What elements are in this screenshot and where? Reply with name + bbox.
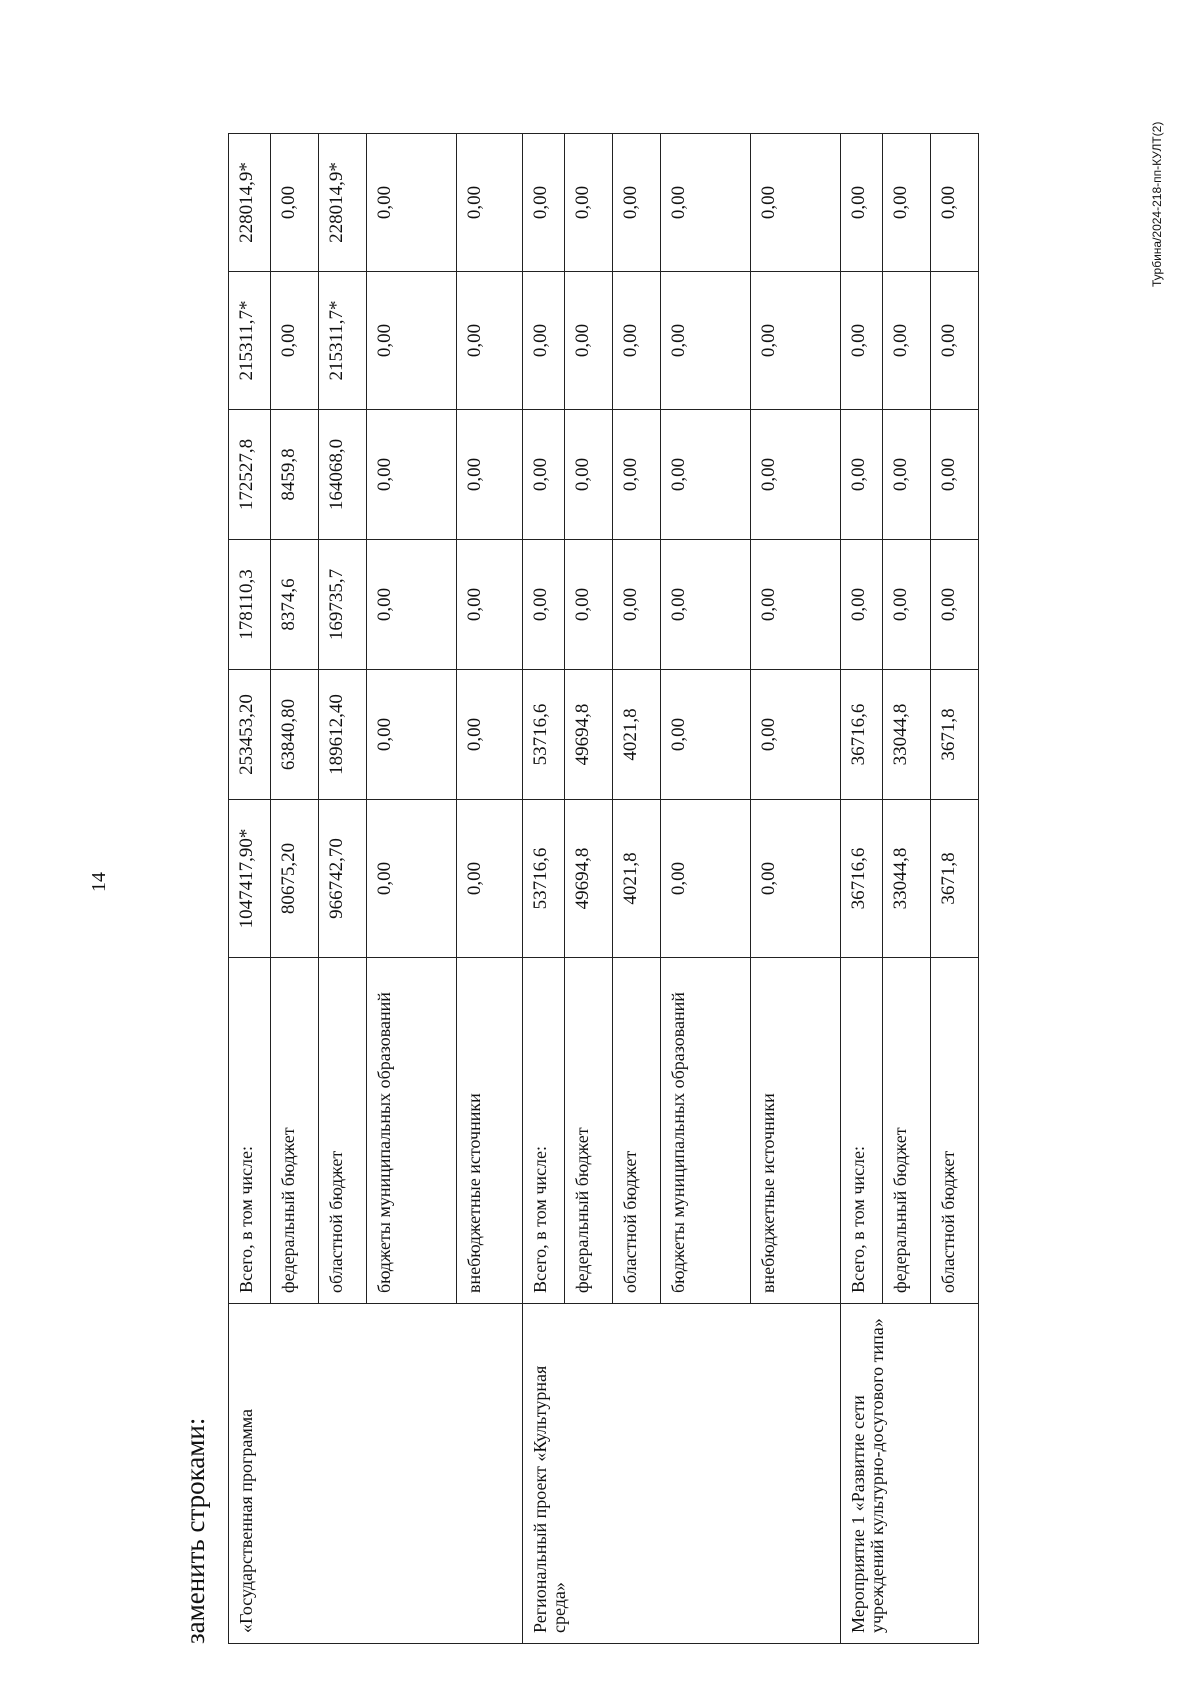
funding-source-label: внебюджетные источники <box>457 958 523 1304</box>
amount-cell: 0,00 <box>367 134 457 272</box>
section-name: «Государственная программа <box>229 1304 523 1644</box>
amount-cell: 0,00 <box>457 410 523 540</box>
amount-cell: 966742,70 <box>319 800 367 958</box>
amount-cell: 172527,8 <box>229 410 271 540</box>
funding-source-label: федеральный бюджет <box>565 958 613 1304</box>
amount-cell: 0,00 <box>931 134 979 272</box>
amount-cell: 215311,7* <box>229 272 271 410</box>
funding-source-label: областной бюджет <box>613 958 661 1304</box>
amount-cell: 189612,40 <box>319 670 367 800</box>
amount-cell: 0,00 <box>367 410 457 540</box>
amount-cell: 3671,8 <box>931 800 979 958</box>
amount-cell: 0,00 <box>565 272 613 410</box>
table-row <box>229 134 271 1644</box>
amount-cell: 0,00 <box>565 540 613 670</box>
amount-cell: 0,00 <box>661 410 751 540</box>
amount-cell: 253453,20 <box>229 670 271 800</box>
amount-cell: 0,00 <box>367 540 457 670</box>
amount-cell: 0,00 <box>661 670 751 800</box>
amount-cell: 169735,7 <box>319 540 367 670</box>
amount-cell: 0,00 <box>841 540 883 670</box>
amount-cell: 8459,8 <box>271 410 319 540</box>
amount-cell: 0,00 <box>751 134 841 272</box>
amount-cell: 228014,9* <box>319 134 367 272</box>
amount-cell: 0,00 <box>751 410 841 540</box>
amount-cell: 228014,9* <box>229 134 271 272</box>
amount-cell: 0,00 <box>367 800 457 958</box>
amount-cell: 0,00 <box>613 410 661 540</box>
amount-cell: 0,00 <box>751 540 841 670</box>
intro-text: заменить строками: <box>180 1417 210 1644</box>
amount-cell: 0,00 <box>931 272 979 410</box>
amount-cell: 0,00 <box>751 272 841 410</box>
amount-cell: 53716,6 <box>523 800 565 958</box>
amount-cell: 0,00 <box>523 272 565 410</box>
amount-cell: 36716,6 <box>841 670 883 800</box>
table-row <box>841 134 883 1644</box>
amount-cell: 0,00 <box>661 800 751 958</box>
document-footer: Турбина/2024-218-пп-КУЛТ(2) <box>1150 121 1164 287</box>
amount-cell: 0,00 <box>883 134 931 272</box>
funding-source-label: федеральный бюджет <box>883 958 931 1304</box>
table-row <box>523 134 565 1644</box>
amount-cell: 0,00 <box>271 134 319 272</box>
amount-cell: 36716,6 <box>841 800 883 958</box>
amount-cell: 0,00 <box>457 272 523 410</box>
amount-cell: 0,00 <box>523 410 565 540</box>
amount-cell: 3671,8 <box>931 670 979 800</box>
funding-source-label: бюджеты муниципальных образований <box>367 958 457 1304</box>
amount-cell: 80675,20 <box>271 800 319 958</box>
amount-cell: 33044,8 <box>883 800 931 958</box>
amount-cell: 0,00 <box>565 410 613 540</box>
amount-cell: 0,00 <box>523 134 565 272</box>
funding-source-label: областной бюджет <box>319 958 367 1304</box>
page-number: 14 <box>88 872 110 892</box>
amount-cell: 0,00 <box>367 272 457 410</box>
amount-cell: 0,00 <box>661 272 751 410</box>
amount-cell: 215311,7* <box>319 272 367 410</box>
amount-cell: 0,00 <box>457 134 523 272</box>
amount-cell: 0,00 <box>883 410 931 540</box>
amount-cell: 0,00 <box>883 540 931 670</box>
funding-source-label: Всего, в том числе: <box>841 958 883 1304</box>
amount-cell: 0,00 <box>457 800 523 958</box>
amount-cell: 0,00 <box>931 410 979 540</box>
funding-source-label: Всего, в том числе: <box>229 958 271 1304</box>
amount-cell: 33044,8 <box>883 670 931 800</box>
amount-cell: 4021,8 <box>613 670 661 800</box>
budget-table <box>228 133 979 1644</box>
amount-cell: 4021,8 <box>613 800 661 958</box>
amount-cell: 0,00 <box>841 410 883 540</box>
amount-cell: 0,00 <box>661 540 751 670</box>
amount-cell: 0,00 <box>565 134 613 272</box>
amount-cell: 8374,6 <box>271 540 319 670</box>
amount-cell: 1047417,90* <box>229 800 271 958</box>
funding-source-label: внебюджетные источники <box>751 958 841 1304</box>
amount-cell: 53716,6 <box>523 670 565 800</box>
amount-cell: 0,00 <box>841 134 883 272</box>
amount-cell: 63840,80 <box>271 670 319 800</box>
amount-cell: 178110,3 <box>229 540 271 670</box>
amount-cell: 0,00 <box>751 800 841 958</box>
funding-source-label: Всего, в том числе: <box>523 958 565 1304</box>
amount-cell: 0,00 <box>457 540 523 670</box>
funding-source-label: федеральный бюджет <box>271 958 319 1304</box>
amount-cell: 0,00 <box>613 540 661 670</box>
amount-cell: 0,00 <box>457 670 523 800</box>
funding-source-label: областной бюджет <box>931 958 979 1304</box>
amount-cell: 0,00 <box>613 134 661 272</box>
section-name: Региональный проект «Культурная среда» <box>523 1304 841 1644</box>
amount-cell: 0,00 <box>523 540 565 670</box>
amount-cell: 0,00 <box>613 272 661 410</box>
funding-source-label: бюджеты муниципальных образований <box>661 958 751 1304</box>
amount-cell: 0,00 <box>271 272 319 410</box>
amount-cell: 164068,0 <box>319 410 367 540</box>
amount-cell: 0,00 <box>661 134 751 272</box>
amount-cell: 0,00 <box>883 272 931 410</box>
amount-cell: 49694,8 <box>565 670 613 800</box>
amount-cell: 0,00 <box>931 540 979 670</box>
amount-cell: 0,00 <box>367 670 457 800</box>
amount-cell: 0,00 <box>841 272 883 410</box>
section-name: Мероприятие 1 «Развитие сети учреждений культурно-досугового типа» <box>841 1304 979 1644</box>
amount-cell: 49694,8 <box>565 800 613 958</box>
amount-cell: 0,00 <box>751 670 841 800</box>
